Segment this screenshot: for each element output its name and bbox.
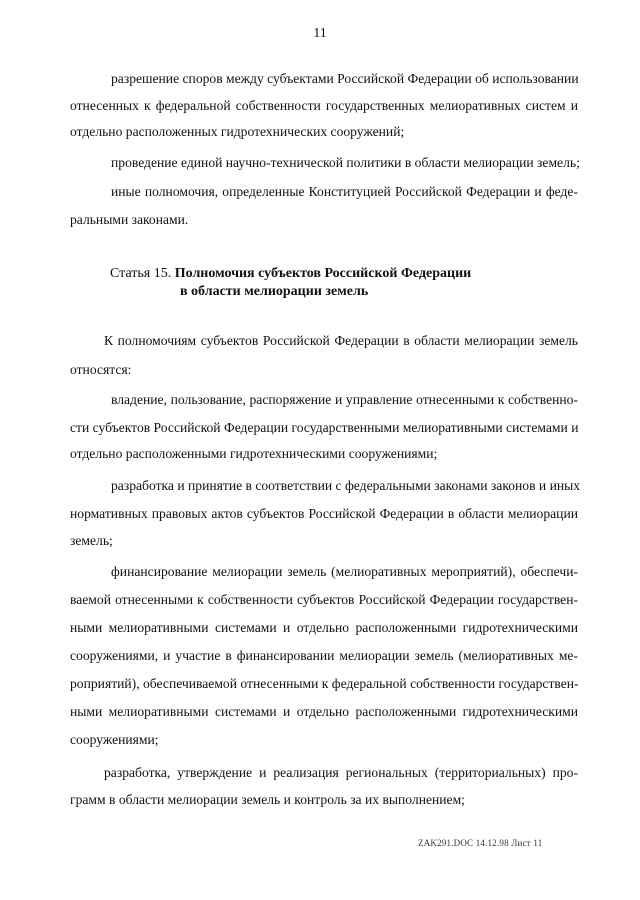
paragraph-line: ными мелиоративными системами и отдельно расположенными гидротехническими (70, 704, 578, 719)
paragraph-line: разработка, утверждение и реализация региональных (территориальных) про- (104, 765, 578, 780)
paragraph-line: нормативных правовых актов субъектов Российской Федерации в области мелиорации (70, 506, 578, 521)
paragraph-line: земель; (70, 533, 113, 548)
paragraph-line: ральными законами. (70, 212, 189, 227)
paragraph-line: отдельно расположенными гидротехническими сооружениями; (70, 446, 438, 461)
paragraph-line: иные полномочия, определенные Конституцией Российской Федерации и феде- (111, 184, 578, 199)
paragraph-line: отдельно расположенных гидротехнических сооружений; (70, 124, 405, 139)
paragraph-line: К полномочиям субъектов Российской Федерации в области мелиорации земель (104, 333, 578, 348)
paragraph-line: относятся: (70, 362, 132, 377)
article-title-line1: Полномочия субъектов Российской Федерации (174, 266, 472, 281)
paragraph-line: ными мелиоративными системами и отдельно расположенными гидротехническими (70, 620, 578, 635)
paragraph-line: финансирование мелиорации земель (мелиоративных мероприятий), обеспечи- (111, 564, 578, 579)
paragraph-line: сооружениями; (70, 732, 159, 747)
paragraph-line: сооружениями, и участие в финансировании мелиорации земель (мелиоративных ме- (70, 648, 578, 663)
paragraph-line: разрешение споров между субъектами Российской Федерации об использовании (111, 71, 579, 86)
page-number: 11 (313, 26, 327, 41)
article-title-line2: в области мелиорации земель (180, 284, 369, 299)
article-prefix: Статья 15. (110, 266, 172, 281)
paragraph-line: сти субъектов Российской Федерации государственными мелиоративными системами и (70, 420, 579, 435)
article-heading (110, 266, 471, 282)
paragraph-line: разработка и принятие в соответствии с федеральными законами законов и иных (111, 478, 581, 493)
paragraph-line: отнесенных к федеральной собственности государственных мелиоративных систем и (70, 98, 578, 113)
paragraph-line: ваемой отнесенными к собственности субъектов Российской Федерации государствен- (70, 592, 578, 607)
article-heading-line2 (180, 284, 368, 300)
paragraph-line: проведение единой научно-технической политики в области мелиорации земель; (111, 155, 580, 170)
document-footer: ZAK291.DOC 14.12.98 Лист 11 (418, 838, 543, 848)
paragraph-line: роприятий), обеспечиваемой отнесенными к федеральной собственности государствен- (70, 676, 579, 691)
paragraph-line: грамм в области мелиорации земель и контроль за их выполнением; (70, 792, 465, 807)
paragraph-line: владение, пользование, распоряжение и управление отнесенными к собственно- (111, 392, 578, 407)
